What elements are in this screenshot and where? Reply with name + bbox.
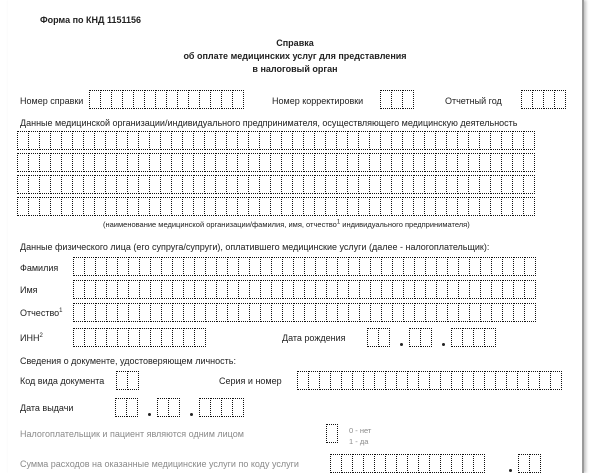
char-cell[interactable]: [326, 424, 338, 443]
org-name-row-2[interactable]: [17, 153, 534, 172]
char-cell[interactable]: [194, 328, 206, 347]
char-cell[interactable]: [550, 371, 562, 390]
first-name-label: Имя: [20, 285, 38, 295]
form-title: Справка: [276, 38, 314, 48]
char-cell[interactable]: [484, 328, 496, 347]
char-cell[interactable]: [529, 454, 541, 473]
inn-label: ИНН$^2$: [20, 333, 43, 343]
org-caption: (наименование медицинской организации/фамилия, имя, отчество$^1$ индивидуального предпринимателя): [103, 219, 470, 229]
tax-form-page: [8, 0, 584, 473]
report-year-label: Отчетный год: [445, 96, 502, 106]
char-cell[interactable]: [126, 398, 138, 417]
issue-day-cells[interactable]: [115, 398, 137, 417]
char-cell[interactable]: [420, 328, 432, 347]
char-cell[interactable]: [523, 197, 535, 216]
org-name-row-1[interactable]: [17, 131, 534, 150]
id-section-label: Сведения о документе, удостоверяющем личность:: [20, 356, 236, 366]
date-separator: [190, 413, 193, 416]
option-no: 0 - нет: [349, 426, 372, 435]
expense-kopeck-cells[interactable]: [518, 454, 540, 473]
birth-year-cells[interactable]: [451, 328, 495, 347]
report-year-cells[interactable]: [521, 90, 565, 109]
expense-sum-label: Сумма расходов на оказанные медицинские услуги по коду услуги: [20, 459, 299, 469]
correction-number-label: Номер корректировки: [272, 96, 364, 106]
expense-sum-cells[interactable]: [330, 454, 484, 473]
form-code: Форма по КНД 1151156: [40, 15, 141, 25]
char-cell[interactable]: [524, 303, 536, 322]
issue-year-cells[interactable]: [199, 398, 243, 417]
char-cell[interactable]: [524, 280, 536, 299]
last-name-cells[interactable]: [73, 257, 535, 276]
birth-date-label: Дата рождения: [282, 333, 346, 343]
series-number-label: Серия и номер: [219, 376, 282, 386]
payer-section-label: Данные физического лица (его супруга/супруги), оплатившего медицинские услуги (далее - налогоплательщик):: [20, 242, 490, 252]
correction-number-cells[interactable]: [380, 90, 413, 109]
cert-number-cells[interactable]: [89, 90, 243, 109]
form-subtitle-2: в налоговый орган: [252, 64, 338, 74]
char-cell[interactable]: [523, 153, 535, 172]
first-name-cells[interactable]: [73, 280, 535, 299]
char-cell[interactable]: [168, 398, 180, 417]
form-subtitle: об оплате медицинских услуг для представления: [183, 51, 407, 61]
date-separator: [400, 343, 403, 346]
char-cell[interactable]: [232, 90, 244, 109]
char-cell[interactable]: [473, 454, 485, 473]
char-cell[interactable]: [232, 398, 244, 417]
org-name-row-4[interactable]: [17, 197, 534, 216]
date-separator: [442, 343, 445, 346]
doc-type-cells[interactable]: [116, 371, 138, 390]
date-separator: [148, 413, 151, 416]
option-yes: 1 - да: [349, 437, 369, 446]
char-cell[interactable]: [127, 371, 139, 390]
issue-date-label: Дата выдачи: [20, 403, 74, 413]
char-cell[interactable]: [523, 131, 535, 150]
series-number-cells[interactable]: [297, 371, 561, 390]
same-person-label: Налогоплательщик и пациент являются одним лицом: [20, 429, 244, 439]
decimal-separator: [509, 469, 512, 472]
inn-cells[interactable]: [73, 328, 205, 347]
doc-type-label: Код вида документа: [20, 376, 105, 386]
birth-month-cells[interactable]: [409, 328, 431, 347]
char-cell[interactable]: [378, 328, 390, 347]
cert-number-label: Номер справки: [20, 96, 84, 106]
same-person-cell[interactable]: [326, 424, 337, 443]
birth-day-cells[interactable]: [367, 328, 389, 347]
char-cell[interactable]: [554, 90, 566, 109]
last-name-label: Фамилия: [20, 263, 59, 273]
char-cell[interactable]: [402, 90, 414, 109]
middle-name-cells[interactable]: [73, 303, 535, 322]
char-cell[interactable]: [524, 257, 536, 276]
org-section-label: Данные медицинской организации/индивидуального предпринимателя, осуществляющего медицинскую деятельность: [20, 118, 518, 128]
middle-name-label: Отчество$^1$: [20, 308, 63, 318]
issue-month-cells[interactable]: [157, 398, 179, 417]
org-name-row-3[interactable]: [17, 175, 534, 194]
char-cell[interactable]: [523, 175, 535, 194]
